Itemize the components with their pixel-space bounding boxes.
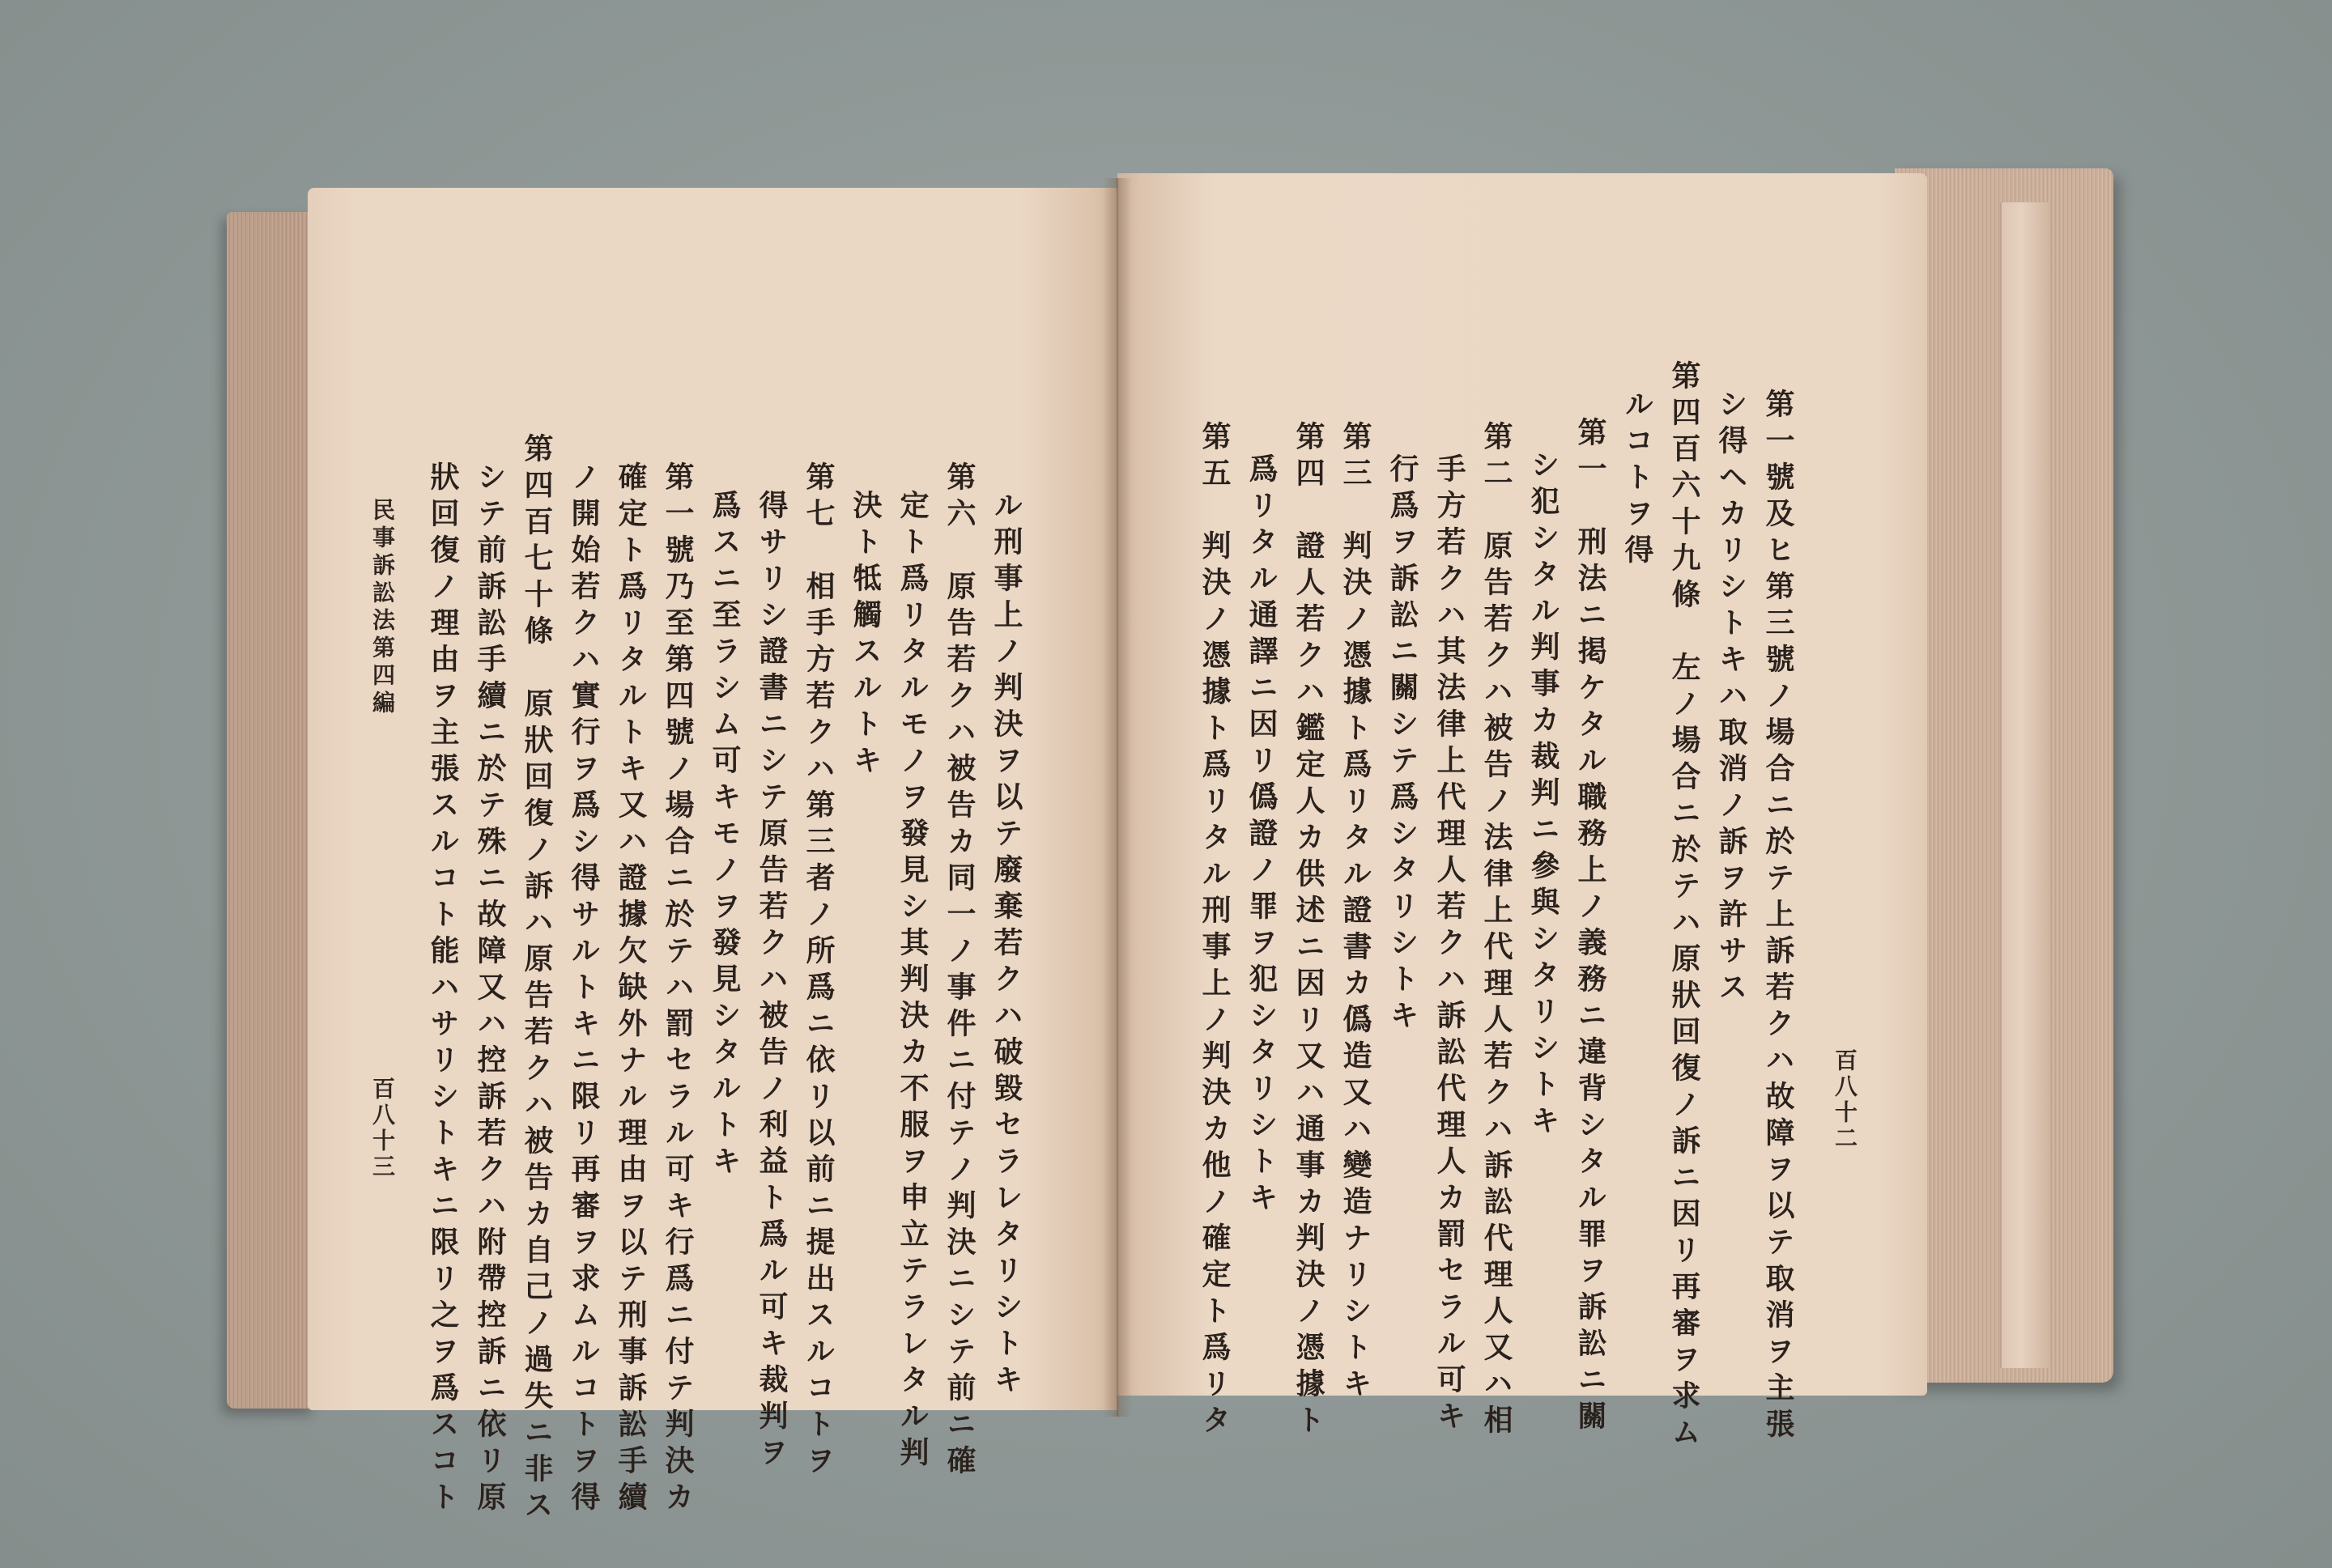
show-through-text (511, 253, 551, 287)
right-page (1117, 173, 1927, 1396)
right-column-3: 第四百六十九條 左ノ場合ニ於テハ原狀回復ノ訴ニ因リ再審ヲ求ム (1667, 360, 1701, 1453)
right-column-2: シ得ヘカリシトキハ取消ノ訴ヲ許サス (1714, 389, 1748, 1008)
left-column-5: 第七 相手方若クハ第三者ノ所爲ニ依リ以前ニ提出スルコトヲ (802, 461, 836, 1481)
right-column-9: 行爲ヲ訴訟ニ關シテ爲シタリシトキ (1385, 453, 1419, 1036)
right-column-10: 第三 判決ノ憑據ト爲リタル證書カ僞造又ハ變造ナリシトキ (1338, 421, 1372, 1404)
right-page-fore-edge (2000, 202, 2050, 1368)
right-column-13: 第五 判決ノ憑據ト爲リタル刑事上ノ判決カ他ノ確定ト爲リタ (1198, 421, 1232, 1441)
left-column-2: 第六 原告若クハ被告カ同一ノ事件ニ付テノ判決ニシテ前ニ確 (943, 461, 977, 1481)
left-column-13: 狀回復ノ理由ヲ主張スルコト能ハサリシトキニ限リ之ヲ爲スコト (426, 461, 460, 1518)
left-column-3: 定ト爲リタルモノヲ發見シ其判決カ不服ヲ申立テラレタル判 (896, 490, 930, 1473)
left-column-1: ル刑事上ノ判決ヲ以テ廢棄若クハ破毀セラレタリシトキ (989, 490, 1023, 1400)
left-column-8: 第一號乃至第四號ノ場合ニ於テハ罰セラル可キ行爲ニ付テ判決カ (661, 461, 695, 1518)
left-column-11: 第四百七十條 原狀回復ノ訴ハ原告若クハ被告カ自己ノ過失ニ非ス (520, 433, 554, 1526)
left-page-block-edge (227, 212, 316, 1409)
left-column-9: 確定ト爲リタルトキ又ハ證據欠缺外ナル理由ヲ以テ刑事訴訟手續 (614, 461, 648, 1518)
left-page-running-footer: 民事訴訟法第四編 (369, 498, 396, 718)
right-column-6: シ犯シタル判事カ裁判ニ參與シタリシトキ (1526, 449, 1560, 1141)
left-column-7: 爲スニ至ラシム可キモノヲ發見シタルトキ (708, 490, 742, 1182)
left-page-number: 百八十三 (369, 1077, 396, 1180)
left-column-4: 決ト牴觸スルトキ (849, 490, 883, 781)
book-gutter (1103, 178, 1132, 1417)
left-column-10: ノ開始若クハ實行ヲ爲シ得サルトキニ限リ再審ヲ求ムルコトヲ得 (567, 461, 601, 1518)
right-column-4: ルコトヲ得 (1620, 389, 1654, 571)
right-page-number: 百八十二 (1832, 1048, 1858, 1152)
right-column-1: 第一號及ヒ第三號ノ場合ニ於テ上訴若クハ故障ヲ以テ取消ヲ主張 (1761, 389, 1795, 1445)
right-column-5: 第一 刑法ニ掲ケタル職務上ノ義務ニ違背シタル罪ヲ訴訟ニ關 (1573, 417, 1607, 1437)
left-column-12: シテ前訴訟手續ニ於テ殊ニ故障又ハ控訴若クハ附帶控訴ニ依リ原 (473, 461, 507, 1518)
right-column-11: 第四 證人若クハ鑑定人カ供述ニ因リ又ハ通事カ判決ノ憑據ト (1292, 421, 1326, 1441)
right-column-8: 手方若クハ其法律上代理人若クハ訴訟代理人カ罰セラル可キ (1432, 453, 1466, 1437)
left-column-6: 得サリシ證書ニシテ原告若クハ被告ノ利益ト爲ル可キ裁判ヲ (755, 490, 789, 1473)
right-column-7: 第二 原告若クハ被告ノ法律上代理人若クハ訴訟代理人又ハ相 (1479, 421, 1513, 1441)
right-column-12: 爲リタル通譯ニ因リ僞證ノ罪ヲ犯シタリシトキ (1245, 453, 1279, 1218)
